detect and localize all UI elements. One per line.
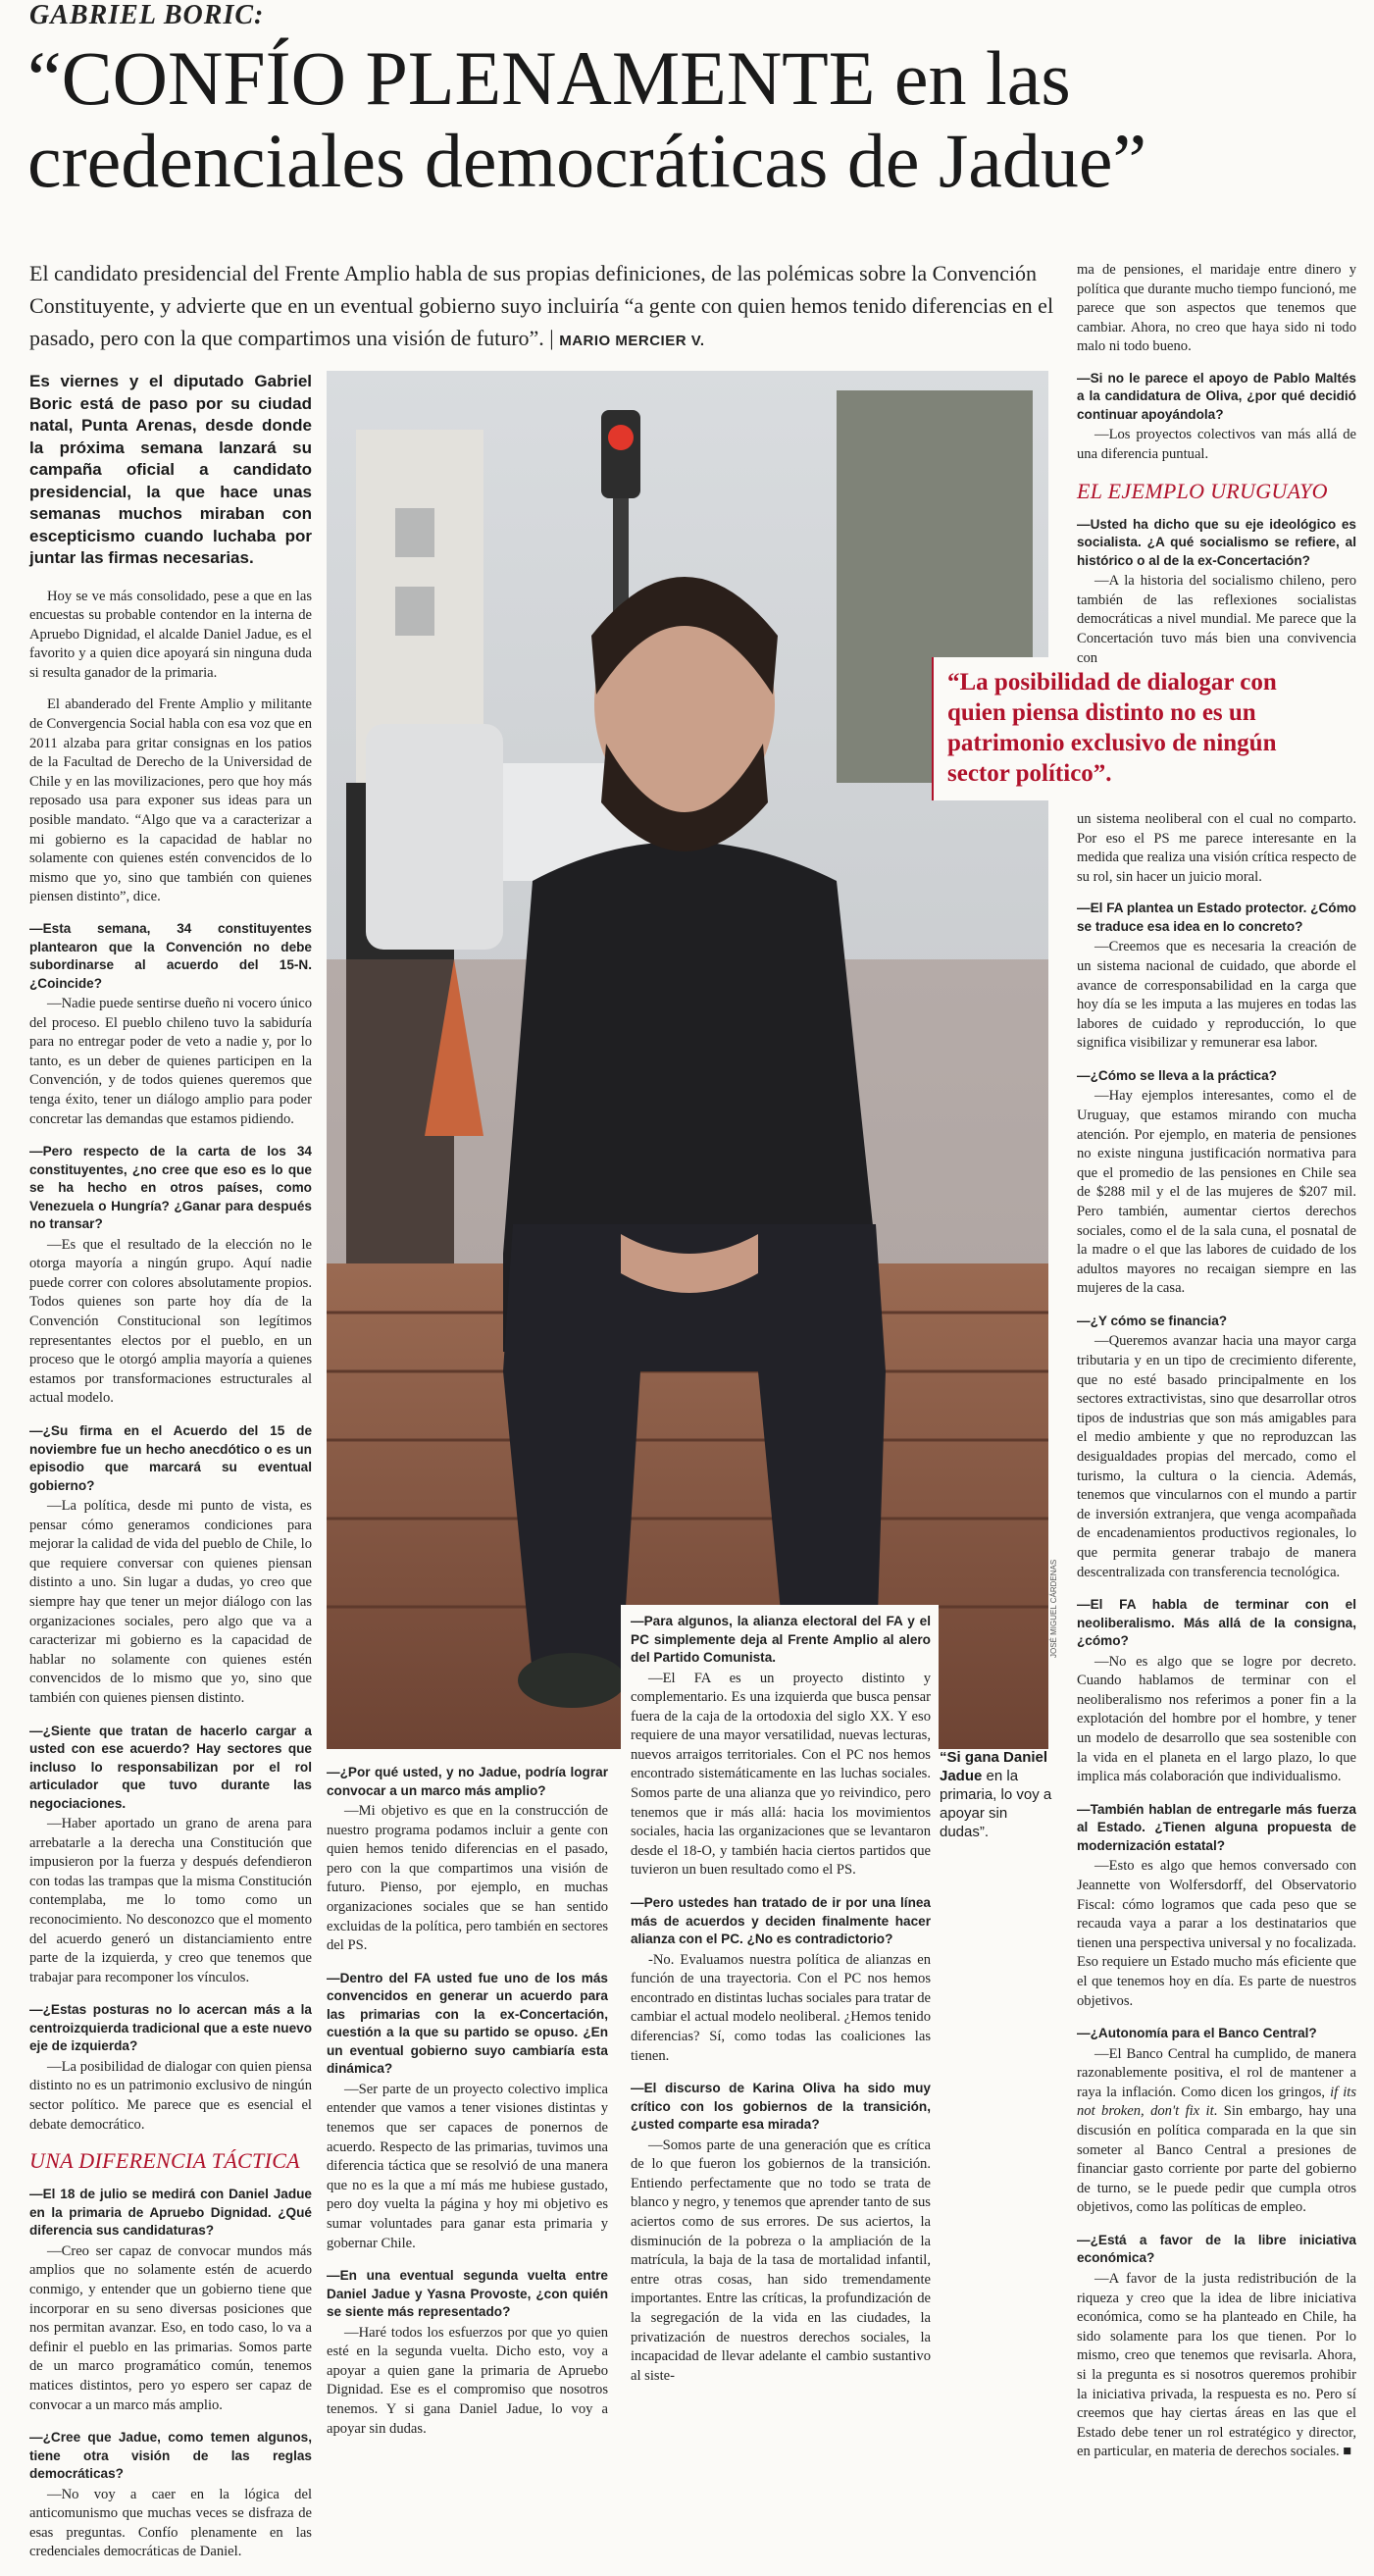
caption-text: en la primaria, lo voy a apoyar sin dudas”. bbox=[940, 1768, 1052, 1840]
column-4-top bbox=[1077, 261, 1356, 682]
question: —¿Autonomía para el Banco Central? bbox=[1077, 2026, 1317, 2041]
question: —¿Cómo se lleva a la práctica? bbox=[1077, 1067, 1277, 1083]
question: —¿Por qué usted, y no Jadue, podría lograr convocar a un marco más amplio? bbox=[327, 1765, 608, 1798]
question: —El 18 de julio se medirá con Daniel Jadue en la primaria de Apruebo Dignidad. ¿Qué diferencia sus candidaturas? bbox=[29, 2187, 312, 2239]
answer: —Queremos avanzar hacia una mayor carga tributaria y en un tipo de crecimiento diferente, que no esté basado principalmente en los sectores extractivistas, sino que desarrollar otros tipos de industrias que son más amigables para el medio ambiente y que no reproduzcan las desigualdades propias del mercado, como el turismo, la cultura o la ciencia. Además, tenemos que vincularnos con el mundo a partir de inversión extranjera, que venga acompañada de encadenamientos productivos regionales, lo que permita generar trabajo de manera descentralizada con transferencia tecnológica. bbox=[1077, 1333, 1356, 1580]
question: —El discurso de Karina Oliva ha sido muy crítico con los gobiernos de la transición, ¿usted comparte esa mirada? bbox=[631, 2081, 931, 2133]
column-2 bbox=[327, 1764, 608, 2452]
question: —¿Su firma en el Acuerdo del 15 de noviembre fue un hecho anecdótico o es un episodio que marcará su eventual gobierno? bbox=[29, 1423, 312, 1493]
caption-lead: “Si gana Daniel Jadue bbox=[940, 1749, 1048, 1784]
section-heading: UNA DIFERENCIA TÁCTICA bbox=[29, 2148, 300, 2174]
question: —En una eventual segunda vuelta entre Daniel Jadue y Yasna Provoste, ¿con quién se siente más representado? bbox=[327, 2268, 608, 2320]
paragraph: Hoy se ve más consolidado, pese a que en las encuestas su probable contendor en la interna de Apruebo Dignidad, el alcalde Daniel Jadue, es el favorito y a quien dice apoyará sin ninguna duda si resulta ganador de la primaria. bbox=[29, 588, 312, 681]
pull-quote-text: “La posibilidad de dialogar con quien piensa distinto no es un patrimonio exclusivo de ningún sector político”. bbox=[947, 669, 1277, 787]
column-4-bottom bbox=[1077, 810, 1356, 2476]
answer-italic: if its not broken, don't fix it bbox=[1077, 2084, 1356, 2120]
byline: MARIO MERCIER V. bbox=[559, 333, 705, 349]
column-3 bbox=[621, 1605, 939, 2399]
answer: —Los proyectos colectivos van más allá de una diferencia puntual. bbox=[1077, 427, 1356, 463]
paragraph: ma de pensiones, el maridaje entre dinero y política que durante mucho tiempo funcionó, me parece que son aspectos que tenemos que cambiar. Ahora, no creo que haya sido ni todo malo ni todo bueno. bbox=[1077, 262, 1356, 355]
answer: —No es algo que se logre por decreto. Cuando hablamos de terminar con el neoliberalismo nos referimos a poner fin a la explotación del hombre por el hombre, y tener un modelo de desarrollo que sea sostenible con la vida en el planeta en el largo plazo, lo que implica más colaboración que individualismo. bbox=[1077, 1653, 1356, 1785]
paragraph: El abanderado del Frente Amplio y militante de Convergencia Social habla con esa voz que en 2011 alzaba para gritar consignas en los patios de la Facultad de Derecho de la Universidad de Chile y en las movilizaciones, pero que hoy más reposado usa para exponer sus ideas para un posible mandato. “Algo que va a caracterizar a mi gobierno es la capacidad de hablar no solamente con quienes estén convencidos de lo mismo que yo, sino que también con quienes piensen distinto”, dice. bbox=[29, 696, 312, 905]
answer: —La política, desde mi punto de vista, es pensar cómo generamos condiciones para mejorar la calidad de vida del pueblo de Chile, lo que requiere conversar con quienes piensan distinto a uno. Sin lugar a dudas, yo creo que siempre hay que tener un mejor diálogo con las organizaciones sociales, pero algo que va a caracterizar mi gobierno es la capacidad de hablar no solamente con quienes estén convencidos de lo mismo que yo, sino que también con quienes piensen distinto. bbox=[29, 1498, 312, 1706]
intro-paragraph: Es viernes y el diputado Gabriel Boric está de paso por su ciudad natal, Punta Arenas, desde donde la próxima semana lanzará su campaña oficial a candidato presidencial, la que hace unas semanas muchos miraban con escepticismo cuando luchaba por juntar las firmas necesarias. bbox=[29, 372, 312, 567]
portrait-photo bbox=[327, 371, 1048, 1749]
answer: —Creo ser capaz de convocar mundos más amplios que no solamente estén de acuerdo conmigo, y entender que un gobierno tiene que incorporar en su seno diversas posiciones que nos permitan avanzar. Eso, en todo caso, lo va a definir el pueblo en las primarias. Somos parte de un marco programático común, tenemos matices distintos, pero yo espero ser capaz de convocar a un marco más amplio. bbox=[29, 2242, 312, 2413]
kicker: GABRIEL BORIC: bbox=[29, 0, 265, 30]
answer: —Somos parte de una generación que es crítica de lo que fueron los gobiernos de la transición. Entiendo perfectamente que no todo se trata de blanco y negro, y tenemos que aprender tanto de sus aciertos como de sus errores. De sus aciertos, la disminución de la pobreza o la ampliación de la matrícula, la baja de la tasa de mortalidad infantil, entre otras cosas, han sido tremendamente importantes. Entre las críticas, la profundización de la segregación de la vida en las ciudades, la privatización de nuestros derechos sociales, la incapacidad de llevar adelante el cambio sustantivo al siste- bbox=[631, 2137, 931, 2384]
question: —Para algunos, la alianza electoral del FA y el PC simplemente deja al Frente Amplio al alero del Partido Comunista. bbox=[631, 1614, 931, 1665]
question: —El FA plantea un Estado protector. ¿Cómo se traduce esa idea en lo concreto? bbox=[1077, 901, 1356, 934]
answer: —No voy a caer en la lógica del anticomunismo que muchas veces se disfraza de esas preguntas. Confío plenamente en las credenciales democráticas de Daniel. bbox=[29, 2486, 312, 2560]
answer: —Ser parte de un proyecto colectivo implica entender que vamos a tener visiones distintas y tenemos que ser capaces de ponernos de acuerdo. Respecto de las primarias, tuvimos una diferencia táctica que se resolvió de una manera que no es la que a mí más me hubiese gustado, pero doy vuelta la página y hoy mi objetivo es sumar voluntades para ganar esta primaria y gobernar Chile. bbox=[327, 2081, 608, 2251]
question: —El FA habla de terminar con el neoliberalismo. Más allá de la consigna, ¿cómo? bbox=[1077, 1597, 1356, 1649]
question: —Usted ha dicho que su eje ideológico es socialista. ¿A qué socialismo se refiere, al histórico o al de la ex-Concertación? bbox=[1077, 516, 1356, 568]
column-1 bbox=[29, 371, 312, 2576]
paragraph: un sistema neoliberal con el cual no comparto. Por eso el PS me parece interesante en la medida que realiza una visión crítica respecto de su rol, sin hacer un juicio moral. bbox=[1077, 811, 1356, 885]
question: —¿Siente que tratan de hacerlo cargar a usted con ese acuerdo? Hay sectores que incluso lo responsabilizan por el rol articulador que tuvo durante las negociaciones. bbox=[29, 1723, 312, 1811]
photo-caption bbox=[940, 1748, 1059, 1841]
lede-text: El candidato presidencial del Frente Amplio habla de sus propias definiciones, de las polémicas sobre la Convención Constituyente, y advierte que en un eventual gobierno suyo incluiría “a gente con quien hemos tenido diferencias en el pasado, pero con la que compartimos una visión de futuro”. | bbox=[29, 261, 1054, 350]
answer: —A la historia del socialismo chileno, pero también de las reflexiones socialistas democráticas a nivel mundial. Me parece que la Concertación tuvo más bien una convivencia con bbox=[1077, 573, 1356, 666]
question: —Dentro del FA usted fue uno de los más convencidos en generar un acuerdo para las primarias con la ex-Concertación, cuestión a la que su partido se opuso. ¿En un eventual gobierno suyo cambiaría esta dinámica? bbox=[327, 1970, 608, 2077]
answer: —La posibilidad de dialogar con quien piensa distinto no es un patrimonio exclusivo de ningún sector político. Me parece que es esencial el debate democrático. bbox=[29, 2058, 312, 2133]
question: —También hablan de entregarle más fuerza al Estado. ¿Tienen alguna propuesta de modernización estatal? bbox=[1077, 1801, 1356, 1853]
photo-credit: JOSÉ MIGUEL CÁRDENAS bbox=[1049, 1559, 1058, 1658]
question: —Pero respecto de la carta de los 34 constituyentes, ¿no cree que eso es lo que se ha hecho en otros países, como Venezuela o Hungría? ¿Ganar para después no transar? bbox=[29, 1144, 312, 1232]
headline: “CONFÍO PLENAMENTE en las credenciales democráticas de Jadue” bbox=[27, 35, 1147, 203]
lede bbox=[29, 257, 1054, 357]
section-heading: EL EJEMPLO URUGUAYO bbox=[1077, 478, 1328, 503]
answer: —Esto es algo que hemos conversado con Jeannette von Wolfersdorff, del Observatorio Fiscal: cómo logramos que cada peso que se recauda vaya a parar a los destinatarios que tienen una perspectiva universal y no focalizada. Eso requiere un Estado mucho más eficiente que el que tenemos hoy en día. Es parte de nuestros objetivos. bbox=[1077, 1858, 1356, 2009]
answer: —Haré todos los esfuerzos por que yo quien esté en la segunda vuelta. Dicho esto, voy a apoyar a quien gane la primaria de Apruebo Dignidad. Ese es el compromiso que nosotros tenemos. Y si gana Daniel Jadue, lo voy a apoyar sin dudas. bbox=[327, 2324, 608, 2437]
answer: -No. Evaluamos nuestra política de alianzas en función de una trayectoria. Con el PC nos hemos encontrado en distintas luchas sociales para tratar de cambiar el actual modelo neoliberal. ¿Hemos tenido diferencias? Sí, como todas las coaliciones las tienen. bbox=[631, 1951, 931, 2064]
answer: —Mi objetivo es que en la construcción de nuestro programa podamos incluir a gente con quien hemos tenido diferencias en el pasado, pero con la que compartimos una visión de futuro. Pienso, por ejemplo, en muchas organizaciones sociales que se han sentido excluidas de la política, pero también en sectores del PS. bbox=[327, 1803, 608, 1954]
answer-text: —El Banco Central ha cumplido, de manera razonablemente positiva, el rol de mantener a raya la inflación. Como dicen los gringos, bbox=[1077, 2045, 1356, 2100]
question: —Pero ustedes han tratado de ir por una línea más de acuerdos y deciden finalmente hacer alianza con el PC. ¿No es contradictorio? bbox=[631, 1895, 931, 1947]
question: —Esta semana, 34 constituyentes plantearon que la Convención no debe subordinarse al acuerdo del 15-N. ¿Coincide? bbox=[29, 921, 312, 991]
answer: —Haber aportado un grano de arena para arrebatarle a la derecha una Constitución que impusieron por la fuerza y después defendieron con todas las trampas que la misma Constitución contemplaba, me lo tomo como un reconocimiento. No desconozco que el momento del acuerdo generó un distanciamiento entre parte de la izquierda, y creo que tenemos que trabajar para recomponer los vínculos. bbox=[29, 1816, 312, 1985]
portrait-illustration bbox=[327, 371, 1048, 1749]
answer: —Creemos que es necesaria la creación de un sistema nacional de cuidado, que aborde el avance de corresponsabilidad en la carga que hoy día se les imputa a las mujeres en todas las labores de cuidado y reproducción, lo que significa visibilizar y remunerar esa labor. bbox=[1077, 939, 1356, 1052]
answer: —A favor de la justa redistribución de la riqueza y creo que la idea de libre iniciativa económica, como se ha planteado en Chile, ha sido solamente para los que tienen. Por lo mismo, creo que tenemos que revisarla. Ahora, si la pregunta es si nosotros queremos prohibir la iniciativa privada, la respuesta es no. Pero sí creemos que hay ciertas áreas en las que el Estado debe tener un rol estratégico y director, en particular, en materia de derechos sociales. ■ bbox=[1077, 2270, 1356, 2460]
question: —¿Está a favor de la libre iniciativa económica? bbox=[1077, 2232, 1356, 2266]
answer bbox=[1077, 2045, 1356, 2218]
answer: —Nadie puede sentirse dueño ni vocero único del proceso. El pueblo chileno tuvo la sabiduría para no entregar poder de veto a nadie y, por lo tanto, es un deber de quienes participen en la Convención, y de todos quienes queremos que tenga éxito, tener un diálogo amplio para poder concretar las demandas que estamos pidiendo. bbox=[29, 996, 312, 1127]
question: —Si no le parece el apoyo de Pablo Maltés a la candidatura de Oliva, ¿por qué decidió continuar apoyándola? bbox=[1077, 370, 1356, 422]
answer-text: . Sin embargo, hay una discusión en política comparada en la que sin someter al Banco Central a presiones de financiar gasto corriente por parte del gobierno de turno, se le puede pedir que cumpla otros objetivos, como las políticas de empleo. bbox=[1077, 2103, 1356, 2216]
answer: —El FA es un proyecto distinto y complementario. Es una izquierda que busca pensar fuera de la caja de la ortodoxia del siglo XX. Y eso requiere de una mayor versatilidad, nuevas lecturas, nuevos arraigos territoriales. Con el PC nos hemos encontrado sistemáticamente en las luchas sociales. Somos parte de una alianza que yo reivindico, pero tenemos que ir más allá: hacia los movimientos sociales, hacia las organizaciones que se levantaron desde el 18-O, y también hacia ciertos partidos que tuvieron un buen resultado como el PS. bbox=[631, 1670, 931, 1879]
question: —¿Y cómo se financia? bbox=[1077, 1313, 1228, 1328]
question: —¿Cree que Jadue, como temen algunos, tiene otra visión de las reglas democráticas? bbox=[29, 2430, 312, 2482]
answer: —Es que el resultado de la elección no le otorga mayoría a ningún grupo. Aquí nadie puede correr con colores absolutamente propios. Todos quienes son parte hoy día de la Convención Constitucional son legítimos representantes electos por el pueblo, en un proceso que le otorgó amplia mayoría a quienes estamos por transformaciones estructurales al actual modelo. bbox=[29, 1236, 312, 1407]
answer: —Hay ejemplos interesantes, como el de Uruguay, que estamos mirando con mucha atención. Por ejemplo, en materia de pensiones no existe ninguna justificación normativa para que el promedio de las pensiones en Chile sea de $288 mil y el de las mujeres de $207 mil. Pero también, aumentar ciertos derechos sociales, como el de la sala cuna, el posnatal de la madre o el que las labores de cuidado de los adultos mayores no recaigan siempre en las mujeres de la casa. bbox=[1077, 1088, 1356, 1297]
question: —¿Estas posturas no lo acercan más a la centroizquierda tradicional que a este nuevo eje de izquierda? bbox=[29, 2002, 312, 2054]
